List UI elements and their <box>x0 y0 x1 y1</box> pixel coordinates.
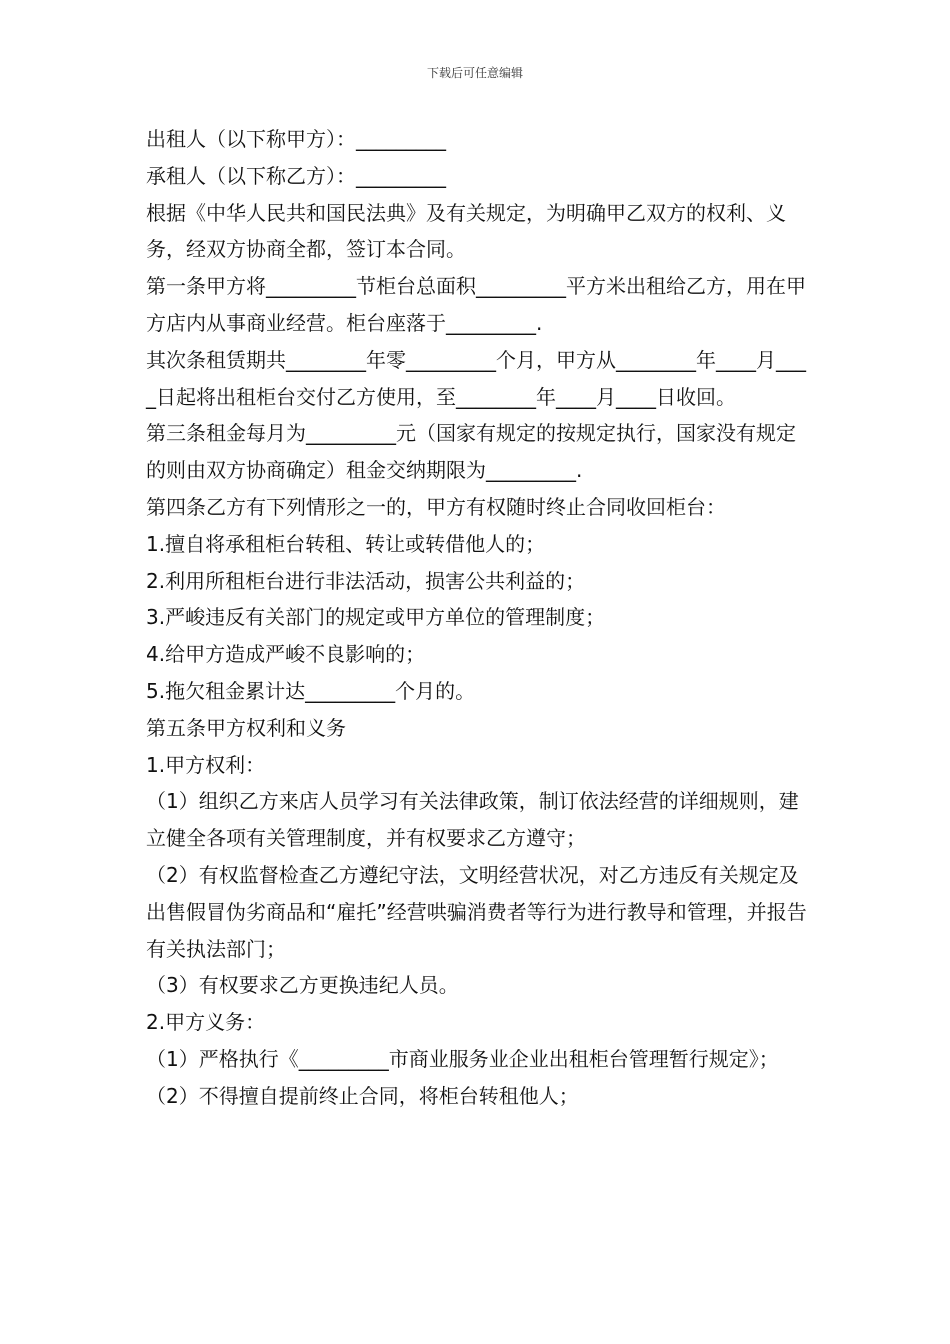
page-header: 下载后可任意编辑 <box>426 66 523 80</box>
paragraph: 其次条租赁期共________年零_________个月，甲方从________年____月____日起将出租柜台交付乙方使用，至________年____月____日收回。 <box>146 347 806 409</box>
list-item: 3.严峻违反有关部门的规定或甲方单位的管理制度； <box>146 605 606 630</box>
list-item: 2.利用所租柜台进行非法活动，损害公共利益的； <box>146 568 586 593</box>
list-item: （2）有权监督检查乙方遵纪守法，文明经营状况，对乙方违反有关规定及出售假冒伪劣商品和“雇托”经营哄骗消费者等行为进行教导和管理，并报告有关执法部门； <box>146 862 807 961</box>
paragraph: 出租人（以下称甲方）：_________ <box>146 127 446 151</box>
paragraph: 第三条租金每月为_________元（国家有规定的按规定执行，国家没有规定的则由双方协商确定）租金交纳期限为_________. <box>146 421 796 483</box>
subsection-heading: 1.甲方权利： <box>146 752 266 777</box>
list-item: （3）有权要求乙方更换违纪人员。 <box>146 973 459 998</box>
paragraph: 第四条乙方有下列情形之一的，甲方有权随时终止合同收回柜台： <box>146 494 726 519</box>
document-body <box>146 121 814 1115</box>
list-item: （1）严格执行《_________市商业服务业企业出租柜台管理暂行规定》； <box>146 1046 779 1071</box>
subsection-heading: 2.甲方义务： <box>146 1010 266 1035</box>
list-item: 5.拖欠租金累计达_________个月的。 <box>146 678 476 703</box>
list-item: 4.给甲方造成严峻不良影响的； <box>146 642 426 667</box>
section-heading: 第五条甲方权利和义务 <box>146 715 346 740</box>
list-item: （1）组织乙方来店人员学习有关法律政策，制订依法经营的详细规则，建立健全各项有关管理制度，并有权要求乙方遵守； <box>146 789 799 851</box>
paragraph: 根据《中华人民共和国民法典》及有关规定，为明确甲乙双方的权利、义务，经双方协商全都，签订本合同。 <box>146 200 786 262</box>
paragraph: 承租人（以下称乙方）：_________ <box>146 163 446 188</box>
list-item: 1.擅自将承租柜台转租、转让或转借他人的； <box>146 531 546 556</box>
list-item: （2）不得擅自提前终止合同，将柜台转租他人； <box>146 1083 579 1108</box>
paragraph: 第一条甲方将_________节柜台总面积_________平方米出租给乙方，用在甲方店内从事商业经营。柜台座落于_________. <box>146 274 806 335</box>
